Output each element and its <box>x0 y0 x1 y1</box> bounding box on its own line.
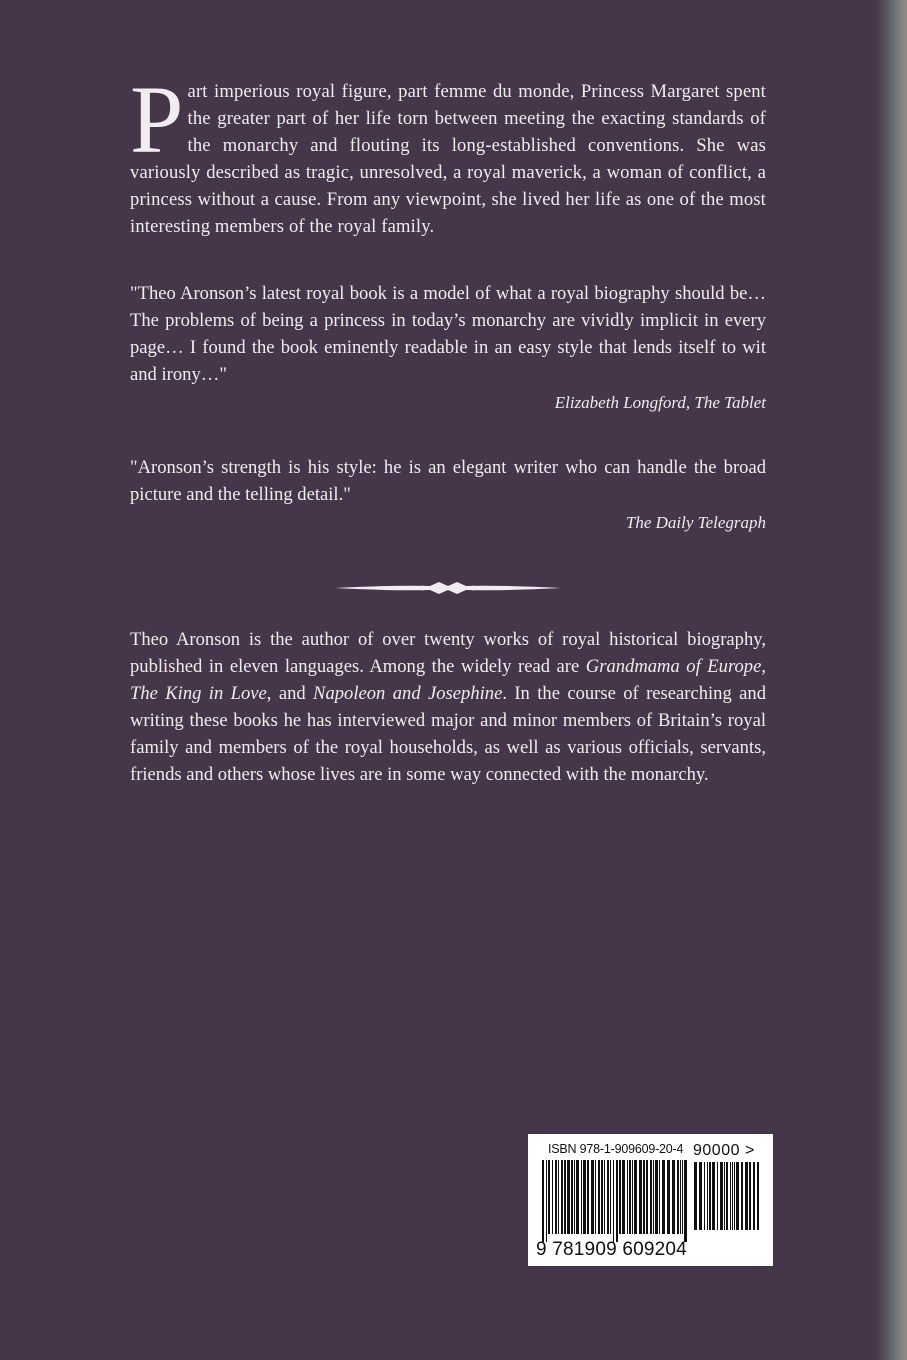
barcode-bar <box>619 1160 621 1234</box>
bio-sep-2: , and <box>266 683 314 704</box>
blurb-text: art imperious royal figure, part femme du monde, Princess Margaret spent the greater part of her life torn between meeting the exacting standards of the monarchy and flouting its long-established conventions. She was variously described as tragic, unresolved, a royal maverick, a woman of conflict, a princess without a cause. From any viewpoint, she lived her life as one of the most interesting members of the royal family. <box>130 81 766 237</box>
isbn-barcode <box>528 1134 773 1266</box>
back-cover-text <box>130 66 767 807</box>
barcode-bar <box>720 1162 723 1230</box>
drop-cap: P <box>130 66 184 173</box>
review-source-1: Elizabeth Longford, The Tablet <box>554 393 766 412</box>
barcode-bar <box>552 1160 553 1234</box>
barcode-bar <box>730 1162 731 1230</box>
isbn-label: ISBN 978-1-909609-20-4 <box>548 1142 684 1156</box>
barcode-digits: 9 781909 609204 <box>536 1239 687 1260</box>
spine-edge <box>875 0 907 1360</box>
barcode-bar <box>745 1162 748 1230</box>
author-bio <box>130 626 766 788</box>
price-code: 90000 > <box>693 1142 755 1159</box>
barcode-bar <box>595 1160 596 1234</box>
review-source-2: The Daily Telegraph <box>625 513 766 532</box>
barcode-bar <box>757 1162 759 1230</box>
barcode-bar <box>704 1162 705 1230</box>
barcode-bar <box>741 1162 743 1230</box>
barcode-bar <box>672 1160 675 1234</box>
barcode-bar <box>699 1162 702 1230</box>
barcode-bar <box>632 1160 633 1234</box>
barcode-bar <box>707 1162 708 1230</box>
ornament-divider-icon <box>335 578 561 598</box>
barcode-bar <box>749 1162 751 1230</box>
barcode-bar <box>646 1160 648 1234</box>
barcode-bar <box>604 1160 605 1234</box>
barcode-bar <box>555 1160 557 1234</box>
barcode-bars-main <box>542 1160 688 1242</box>
barcode-bar <box>643 1160 645 1234</box>
barcode-bar <box>667 1160 670 1234</box>
review-quote-1: "Theo Aronson’s latest royal book is a model of what a royal biography should be… The problems of being a princess in today’s monarchy are vividly implicit in every page… I found the book eminently readable in an easy style that lends itself to wit and irony…" <box>130 283 766 385</box>
book-title-2: The King in Love <box>130 683 267 704</box>
barcode-bar <box>574 1160 575 1234</box>
barcode-bar <box>627 1160 628 1234</box>
barcode-bar <box>662 1160 665 1234</box>
barcode-bars-addon <box>694 1162 760 1238</box>
barcode-bar <box>655 1160 658 1234</box>
barcode-bar <box>634 1160 637 1234</box>
barcode-bar <box>601 1160 603 1234</box>
book-title-1: Grandmama of Europe <box>585 656 762 677</box>
bio-sep-1: , <box>761 656 767 677</box>
barcode-bar <box>613 1160 614 1242</box>
bio-text-2: . In the course of researching and writing these books he has interviewed major and minor members of Britain’s royal family and members of the royal households, as well as various officials, servants, friends and others whose lives are in some way connected with the monarchy. <box>130 683 766 785</box>
barcode-bar <box>548 1160 550 1234</box>
barcode-bar <box>684 1160 687 1242</box>
barcode-bar <box>694 1162 697 1230</box>
barcode-bar <box>732 1162 733 1230</box>
barcode-bar <box>659 1160 660 1234</box>
review-quote-2: "Aronson’s strength is his style: he is an elegant writer who can handle the broad picture and the telling detail." <box>130 457 766 505</box>
barcode-bar <box>629 1160 631 1234</box>
barcode-bar <box>546 1160 547 1242</box>
barcode-bar <box>682 1160 683 1234</box>
barcode-bar <box>726 1162 728 1230</box>
barcode-bar <box>561 1160 563 1234</box>
ornament-divider <box>335 578 561 598</box>
barcode-bar <box>567 1160 570 1234</box>
barcode-bar <box>616 1160 618 1242</box>
barcode-bar <box>709 1162 711 1230</box>
barcode-bar <box>591 1160 594 1234</box>
barcode-bar <box>724 1162 725 1230</box>
barcode-bar <box>564 1160 566 1234</box>
barcode-bar <box>587 1160 589 1234</box>
blurb-paragraph <box>130 66 766 240</box>
barcode-bar <box>734 1162 735 1230</box>
barcode-bar <box>598 1160 600 1234</box>
barcode-bar <box>680 1160 681 1234</box>
barcode-bar <box>736 1162 739 1230</box>
barcode-bar <box>653 1160 654 1234</box>
barcode-bar <box>712 1162 715 1230</box>
barcode-bar <box>558 1160 559 1234</box>
barcode-bar <box>542 1160 544 1242</box>
barcode-bar <box>576 1160 579 1234</box>
barcode-bar <box>677 1160 679 1234</box>
barcode-bar <box>607 1160 609 1234</box>
barcode-bar <box>717 1162 718 1230</box>
barcode-bar <box>581 1160 582 1234</box>
barcode-bar <box>622 1160 625 1234</box>
barcode-bar <box>583 1160 586 1234</box>
barcode-bar <box>639 1160 642 1234</box>
barcode-bar <box>753 1162 755 1230</box>
barcode-bar <box>610 1160 611 1234</box>
barcode-bar <box>571 1160 573 1234</box>
barcode-bar <box>650 1160 652 1234</box>
book-title-3: Napoleon and Josephine <box>313 683 503 704</box>
bio-text-1: Theo Aronson is the author of over twenty works of royal historical biography, published in eleven languages. Among the widely read are <box>130 629 766 677</box>
